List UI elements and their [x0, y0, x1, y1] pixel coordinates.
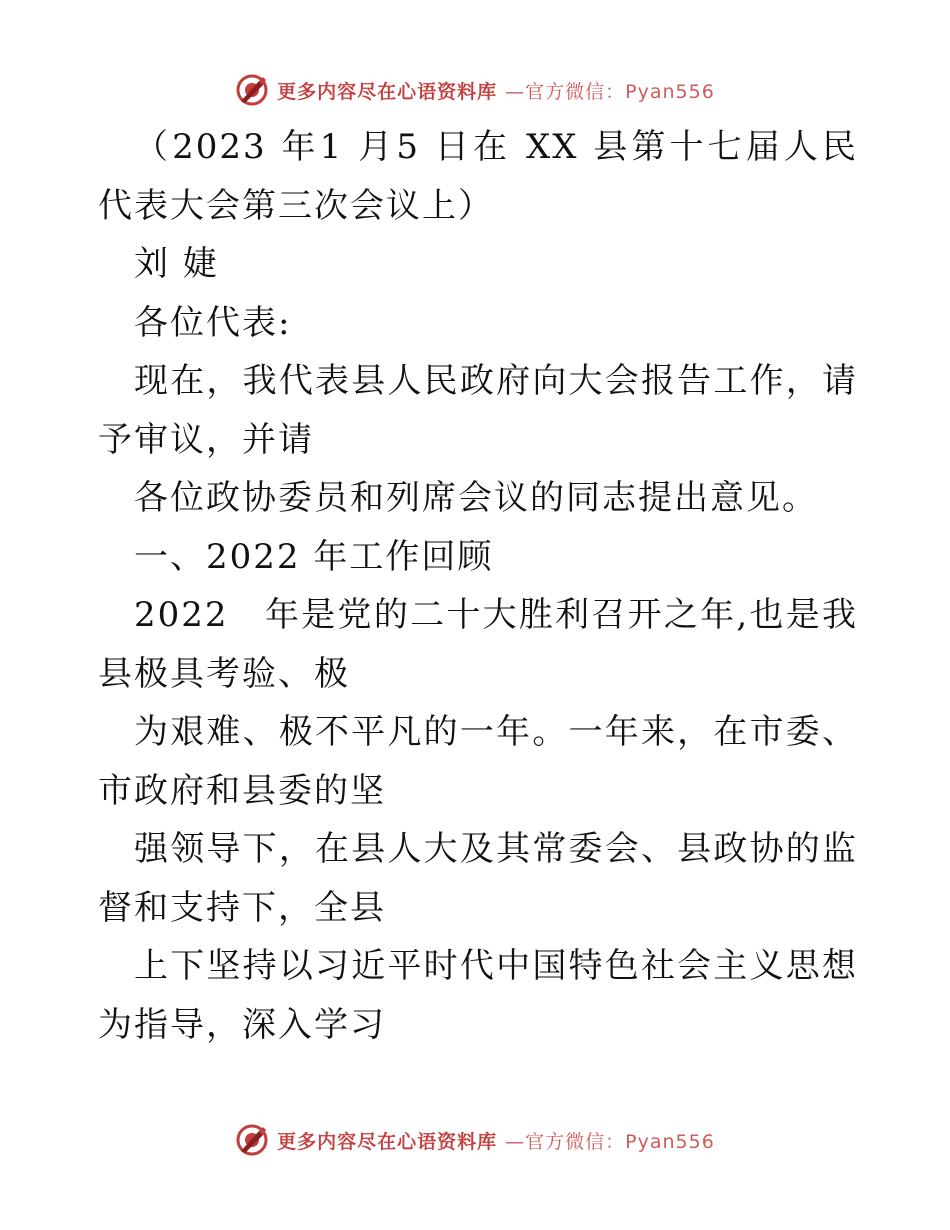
paragraph-meeting-info: （2023 年1 月5 日在 XX 县第十七届人民代表大会第三次会议上） — [98, 127, 858, 226]
paragraph-text: 上下坚持以习近平时代中国特色社会主义思想为指导，深入学习 — [98, 946, 858, 1045]
watermark-contact: —官方微信：Pyan556 — [505, 80, 715, 103]
paragraph-text: 2022 年是党的二十大胜利召开之年,也是我县极具考验、极 — [98, 595, 858, 694]
paragraph-text: 为艰难、极不平凡的一年。一年来，在市委、市政府和县委的坚 — [98, 712, 858, 811]
watermark-contact: —官方微信：Pyan556 — [505, 1130, 715, 1153]
pen-logo-icon — [235, 1123, 269, 1157]
paragraph-author: 刘 婕 — [134, 244, 219, 284]
watermark-label: 更多内容尽在心语资料库 — [277, 1130, 498, 1153]
paragraph-text: 强领导下，在县人大及其常委会、县政协的监督和支持下，全县 — [98, 829, 858, 928]
paragraph-text: 各位政协委员和列席会议的同志提出意见。 — [134, 478, 818, 518]
footer-watermark — [0, 1120, 950, 1160]
section-heading: 一、2022 年工作回顾 — [134, 536, 494, 577]
pen-logo-icon — [235, 73, 269, 107]
document-body — [98, 118, 858, 1054]
paragraph-text: 现在，我代表县人民政府向大会报告工作，请予审议，并请 — [98, 361, 858, 460]
paragraph-salutation: 各位代表: — [134, 302, 292, 343]
watermark-label: 更多内容尽在心语资料库 — [277, 80, 498, 103]
header-watermark — [0, 70, 950, 110]
